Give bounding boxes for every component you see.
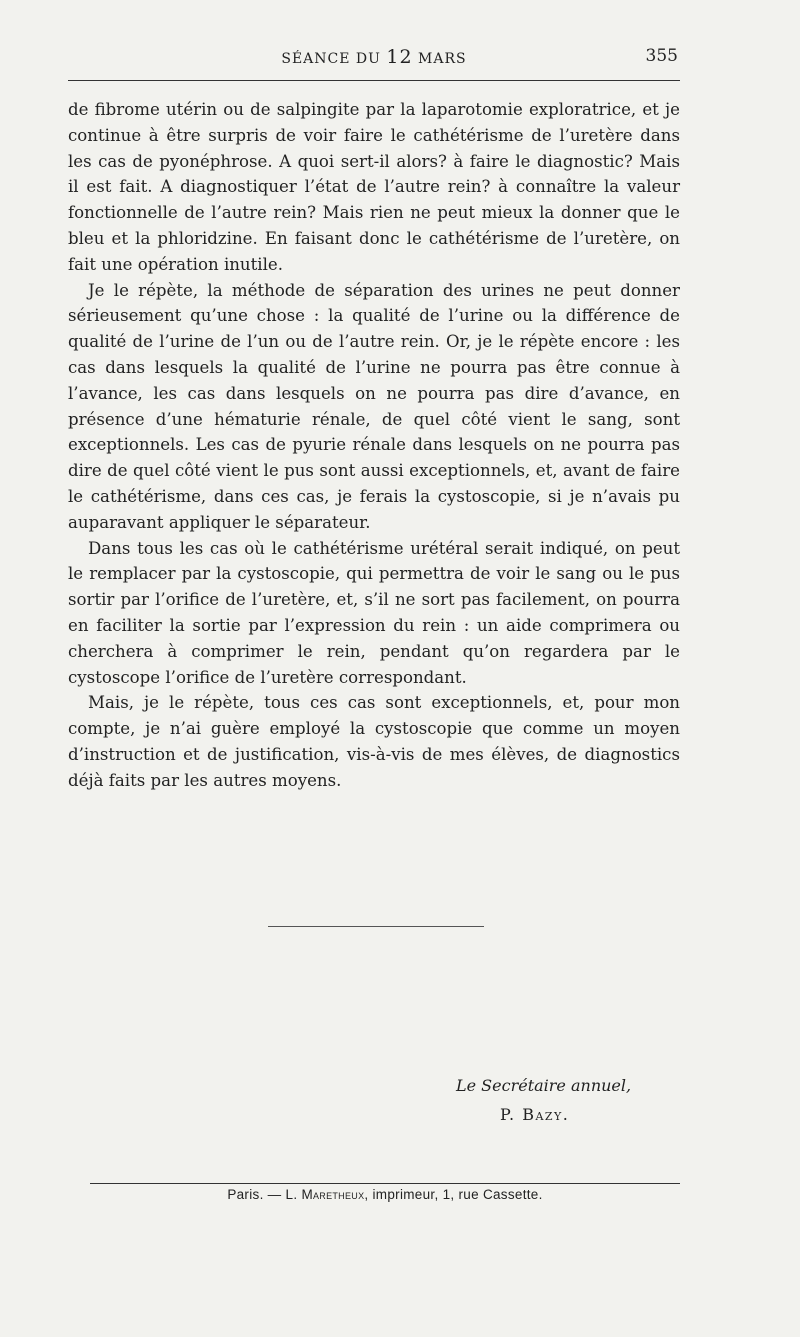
printer-imprint bbox=[90, 1187, 680, 1202]
running-title bbox=[68, 46, 680, 68]
page-number: 355 bbox=[645, 46, 678, 66]
paragraph-2: Je le répète, la méthode de séparation des urines ne peut donner sérieusement qu’une chose : la qualité de l’urine ou la différence de qualité de l’urine de l’un ou de l’autre rein. Or, je le répète encore : les cas dans lesquels la qualité de l’urine ne pourra pas être connue à l’avance, les cas dans lesquels on ne pourra pas dire d’avance, en présence d’une hématurie rénale, de quel côté vient le sang, sont exceptionnels. Les cas de pyurie rénale dans lesquels on ne pourra pas dire de quel côté vient le pus sont aussi exceptionnels, et, avant de faire le cathétérisme, dans ces cas, je ferais la cystoscopie, si je n’avais pu auparavant appliquer le séparateur. bbox=[68, 280, 680, 532]
running-title-prefix: SÉANCE DU bbox=[281, 51, 387, 67]
paragraph-1: de fibrome utérin ou de salpingite par la laparotomie exploratrice, et je continue à être surpris de voir faire le cathétérisme de l’uretère dans les cas de pyonéphrose. A quoi sert-il alors? à faire le diagnostic? Mais il est fait. A diagnostiquer l’état de l’autre rein? à connaître la valeur fonctionnelle de l’autre rein? Mais rien ne peut mieux la donner que le bleu et la phloridzine. En faisant donc le cathétérisme de l’uretère, on fait une opération inutile. bbox=[68, 100, 680, 274]
imprint-address: , imprimeur, 1, rue Cassette. bbox=[364, 1187, 543, 1202]
section-end-rule bbox=[268, 926, 484, 927]
running-title-day: 12 bbox=[386, 46, 413, 68]
footer-rule bbox=[90, 1183, 680, 1184]
body-text bbox=[68, 97, 680, 794]
running-title-month: MARS bbox=[412, 51, 467, 67]
signature-name: P. Bazy. bbox=[500, 1105, 570, 1124]
imprint-prefix: Paris. — L. bbox=[227, 1187, 302, 1202]
paragraph-3: Dans tous les cas où le cathétérisme urétéral serait indiqué, on peut le remplacer par la cystoscopie, qui permettra de voir le sang ou le pus sortir par l’orifice de l’uretère, et, s’il ne sort pas facilement, on pourra en faciliter la sortie par l’expression du rein : un aide comprimera ou cherchera à comprimer le rein, pendant qu’on regardera par le cystoscope l’orifice de l’uretère correspondant. bbox=[68, 538, 680, 687]
imprint-printer-name: Maretheux bbox=[301, 1187, 365, 1202]
paragraph-4: Mais, je le répète, tous ces cas sont exceptionnels, et, pour mon compte, je n’ai guère employé la cystoscopie que comme un moyen d’instruction et de justification, vis-à-vis de mes élèves, de diagnostics déjà faits par les autres moyens. bbox=[68, 693, 680, 790]
header-rule bbox=[68, 80, 680, 81]
signature-title: Le Secrétaire annuel, bbox=[456, 1076, 632, 1095]
signature-block bbox=[440, 1076, 680, 1136]
running-head bbox=[68, 44, 680, 70]
